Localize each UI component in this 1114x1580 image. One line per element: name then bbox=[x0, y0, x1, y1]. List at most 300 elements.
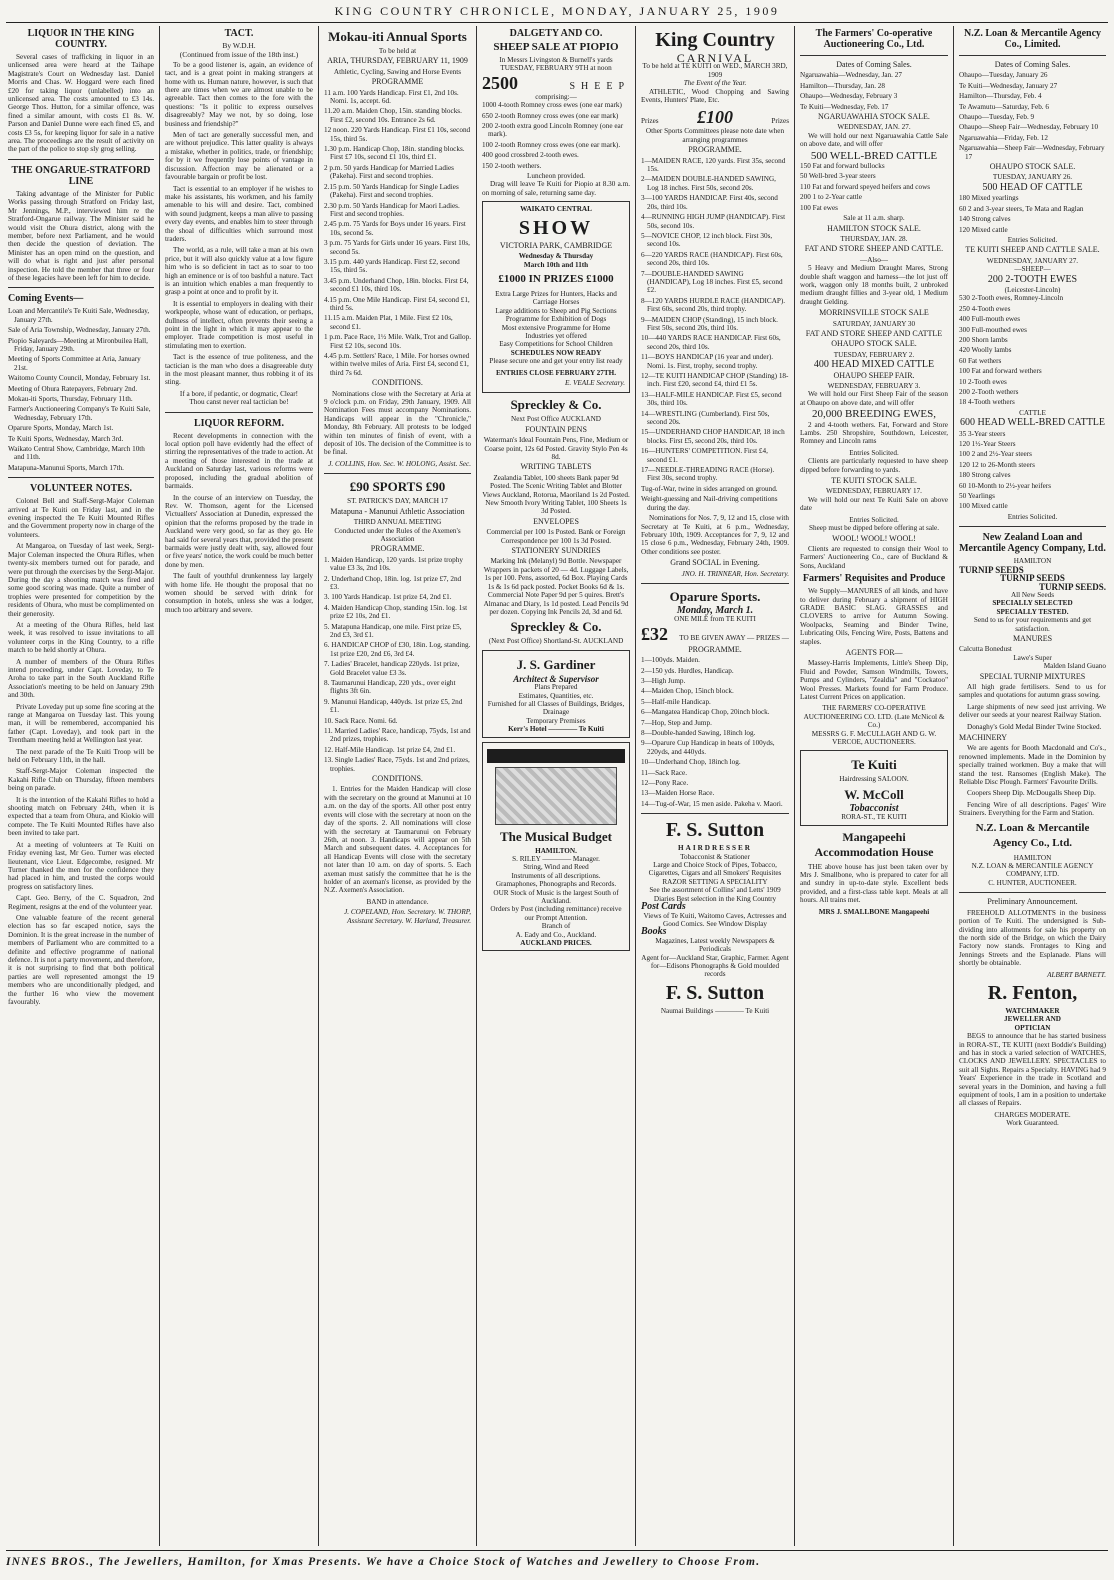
gardiner-ad-box bbox=[482, 650, 630, 738]
ad-text: THE above house has just been taken over by Mrs J. Smallbone, who is prepared to cater for all and sundry in up-to-date style. Excellent beds provided, and a first-class table kept. Meals at all hours. All trains met. bbox=[800, 862, 948, 905]
divider bbox=[165, 412, 313, 413]
list-item: 60 Fat wethers bbox=[959, 356, 1002, 365]
list-item: 8. Taumarunui Handicap, 220 yds., over eight flights 3ft 6in. bbox=[324, 679, 456, 696]
ad-text: Massey-Harris Implements, Little's Sheep Dip, Fluid and Powder, Samson Windmills, Towers, Pumps and Cylinders, "Zealdia" and "Cockatoo" Wool Presses. Markets found for Farm Produce. Latest Current Prices on application. bbox=[800, 659, 948, 701]
saloon-ad-box bbox=[800, 750, 948, 825]
list-item: 10. Sack Race. Nomi. 6d. bbox=[324, 716, 398, 725]
article-paragraph: To be a good listener is, again, an evidence of tact, and is a great point in making strangers at home with us. Human nature, however, is such that there are times when we are almost unable to be agreeable. Tact then comes to the fore with the questions: "Is it politic to express ourselves disagreeably? May we not, by so doing, lose business and friendship?" bbox=[165, 60, 313, 128]
article-paragraph: Private Loveday put up some fine scoring at the range at Mangaroa on Tuesday last. This young man, it will be remembered, accompanied his father (Capt. Loveday), and took part in the Trentham meeting held at Wellington last year. bbox=[8, 702, 154, 745]
article-paragraph: At Mangaroa, on Tuesday of last week, Sergt-Major Coleman inspected the Ohura Rifles, when twenty-six members turned out for parade, and were put through the exercises by the Sergt-Major. During the day a shooting match was fired and some good scoring was made. Quite a number of trophies were presented for competition by the residents of Ohura, who must be complimented on their generosity. bbox=[8, 542, 154, 618]
ad-text: Most extensive Programme for Home Industries yet offered bbox=[501, 323, 611, 340]
ad-text: Programme for Exhibition of Dogs bbox=[505, 315, 607, 324]
list-item: 100 2-tooth Romney cross ewes (one ear mark). bbox=[482, 140, 621, 149]
ad-text: Entries Solicited. bbox=[1007, 235, 1058, 244]
show-dates: March 10th and 11th bbox=[523, 260, 589, 269]
divider bbox=[8, 287, 154, 288]
list-item: 1—100yds. Maiden. bbox=[641, 656, 700, 665]
list-item: Farmer's Auctioneering Company's Te Kuiti Sale, Wednesday, February 17th. bbox=[8, 405, 151, 422]
ad-text: We will hold our First Sheep Fair of the season at Ohaupo on above date, and will offer bbox=[800, 390, 948, 407]
ad-text: Orders by Post (including remittance) receive our Prompt Attention. bbox=[490, 905, 622, 922]
sale-date: WEDNESDAY, JAN. 27. bbox=[837, 123, 911, 132]
programme-list bbox=[641, 157, 789, 512]
list-item: 4.45 p.m. Settlers' Race, 1 Mile. For horses owned within twelve miles of Aria. First £4, second £1, third 7s 6d. bbox=[324, 352, 470, 377]
list-item: 650 2-tooth Romney cross ewes (one ear mark) bbox=[482, 111, 619, 120]
list-item: 15—UNDERHAND CHOP HANDICAP, 18 inch blocks. First £5, second 20s, third 10s. bbox=[641, 428, 785, 445]
list-item: Te Kuiti—Wednesday, January 27 bbox=[959, 81, 1058, 90]
column-news-1 bbox=[3, 26, 159, 1546]
ad-address: Naumai Buildings ———— Te Kuiti bbox=[660, 1006, 770, 1015]
list-item: Malden Island Guano bbox=[1043, 662, 1106, 671]
ad-text: C. HUNTER, AUCTIONEER. bbox=[988, 878, 1077, 887]
list-item: 3.45 p.m. Underhand Chop, 18in. blocks. First £4, second £1 10s, third 10s. bbox=[324, 276, 469, 294]
section-title: MACHINERY bbox=[959, 733, 1008, 742]
headline-liquor: LIQUOR IN THE KING COUNTRY. bbox=[27, 28, 135, 50]
ad-date: ARIA, THURSDAY, FEBRUARY 11, 1909 bbox=[327, 56, 468, 66]
list-item: 5. Matapuna Handicap, one mile. First prize £5, 2nd £3, 3rd £1. bbox=[324, 622, 462, 639]
list-item: Te Kuiti Sports, Wednesday, March 3rd. bbox=[8, 434, 124, 443]
list-item: Loan and Mercantile's Te Kuiti Sale, Wednesday, January 27th. bbox=[8, 307, 150, 324]
ad-text: Drag will leave Te Kuiti for Piopio at 8.30 a.m. on morning of sale, returning same day. bbox=[482, 180, 630, 197]
turnip-line: TURNIP SEEDS. bbox=[1038, 581, 1106, 592]
ad-title-sheep-sale: SHEEP SALE AT PIOPIO bbox=[493, 41, 619, 53]
sale-date: THURSDAY, JAN. 28. bbox=[840, 234, 908, 243]
list-item: 14—WRESTLING (Cumberland). First 50s, second 20s. bbox=[641, 409, 770, 427]
ad-address: RORA-ST., TE KUITI bbox=[841, 813, 907, 822]
list-item: Meeting of Sports Committee at Aria, January 21st. bbox=[8, 355, 141, 372]
prizes-amount: £100 bbox=[697, 107, 733, 128]
list-item: 200 1 to 2-Year cattle bbox=[800, 193, 862, 202]
fenton-name: R. Fenton, bbox=[987, 981, 1078, 1004]
postcards-title: Post Cards bbox=[641, 901, 686, 913]
list-item: 120 Mixed cattle bbox=[959, 225, 1008, 234]
ad-subtitle: ST. PATRICK'S DAY, MARCH 17 bbox=[347, 497, 448, 506]
column-ads-carnival bbox=[636, 26, 794, 1546]
article-paragraph: Staff-Sergt-Major Coleman inspected the Kakahi Rifle Club on Thursday, fifteen members being on parade. bbox=[8, 767, 154, 793]
oparure-date: Monday, March 1. bbox=[676, 604, 754, 616]
programme-list bbox=[324, 556, 471, 773]
show-title: SHOW bbox=[518, 216, 594, 239]
list-item: 13—Maiden Horse Race. bbox=[641, 789, 715, 798]
article-paragraph: In the course of an interview on Tuesday, the Rev. W. Thomson, agent for the Licensed Victuallers' Association at Dunedin, expressed the opinion that the reforms proposed by the trade in Auckland were very good, so far as they go. He had said for several years that, provided the present barmaids were justly dealt with, say, allowed four or five years' notice, the work could be much better done by men. bbox=[165, 493, 313, 569]
ad-text: Coopers Sheep Dip. McDougalls Sheep Dip. bbox=[967, 789, 1096, 798]
list-item: 200 Shorn lambs bbox=[959, 335, 1008, 344]
ad-text: Agent for—Auckland Star, Graphic, Farmer. Agent for—Edisons Phonographs & Gold moulded records bbox=[641, 953, 789, 979]
ad-text: Waterman's Ideal Fountain Pens, Fine, Medium or Coarse point, 12s 6d Posted. Gravity Stylo Pen 4s 8d. bbox=[483, 436, 629, 461]
list-item: 3 p.m. 75 Yards for Girls under 16 years. First 10s, second 5s. bbox=[324, 239, 470, 256]
sale-title: OHAUPO STOCK SALE. bbox=[831, 339, 917, 349]
list-item: 2 p.m. 50 yards Handicap for Married Ladies (Pakeha). First and second trophies. bbox=[324, 163, 454, 181]
ad-text: RAZOR SETTING A SPECIALITY bbox=[662, 877, 768, 886]
ad-text: Entries Solicited. bbox=[849, 448, 899, 457]
list-item: 150 Fat and forward bullocks bbox=[800, 162, 885, 171]
dates-title: Dates of Coming Sales. bbox=[994, 60, 1071, 69]
ad-text: String, Wind and Reed bbox=[523, 863, 589, 872]
divider bbox=[959, 526, 1106, 527]
books-title: Books bbox=[641, 926, 667, 938]
list-item: Te Kuiti—Wednesday, Feb. 17 bbox=[800, 102, 889, 111]
divider bbox=[8, 159, 154, 160]
article-paragraph: One valuable feature of the recent general election has so far escaped notice, says the Dominion. It is the great increase in the number of members of Parliament who are committed to a definite and effective programme of national defence. It is not a party movement, and therefore, it is not surprising to find that both political parties are well represented amongst the 19 members who are unconditionally pledged, and the further 16 who view the movement favourably. bbox=[8, 913, 154, 1006]
sutton-name: F. S. Sutton bbox=[665, 981, 765, 1004]
ad-text: Furnished for all Classes of Buildings, Bridges, Drainage bbox=[487, 699, 625, 717]
oparure-title: Oparure Sports. bbox=[669, 588, 761, 604]
divider bbox=[800, 55, 948, 56]
article-paragraph: At a meeting of volunteers at Te Kuiti on Friday evening last, Mr Geo. Turner was elected lieutenant, vice Lieut. Edgecombe, resigned. Mr Turner thanked the men for the confidence they had placed in him, and trusted the corps would progress on satisfactory lines. bbox=[8, 840, 154, 891]
list-item: 16—HUNTERS' COMPETITION. First £4, second £1. bbox=[641, 447, 768, 464]
ad-place: HAMILTON bbox=[1013, 557, 1052, 566]
bottom-banner-ad: INNES BROS., The Jewellers, Hamilton, for Xmas Presents. We have a Choice Stock of Watches and Jewellery to Choose From. bbox=[6, 1550, 1108, 1568]
list-item: 420 Woolly lambs bbox=[959, 346, 1012, 355]
association-name: Matapuna - Manunui Athletic Association bbox=[330, 506, 465, 516]
sale-date: WEDNESDAY, FEBRUARY 17. bbox=[826, 487, 922, 496]
article-liquor-body: Several cases of trafficking in liquor in an unlicensed area were heard at the Taihape Magistrate's Court on Wednesday last. Daniel Morris and Chas. W. Hoggard were each fined £20 for taking liquor (unlabelled) into an unlicensed area. The costs amounted to £3 14s. George Thos. Hutton, for a similar offence, was fined a similar amount, with costs £1 8s. W. Parson and Daniel Dunne were each fined £5, and costs £3 5s, for keeping liquor for sale in a native area. The proceedings are the result of activity on the part of the police to stop sly grog selling. bbox=[8, 53, 154, 154]
nz-loan-title: New Zealand Loan and Mercantile Agency Company, Ltd. bbox=[959, 532, 1106, 555]
instruments-illustration-icon bbox=[495, 767, 617, 825]
ad-text: Fencing Wire of all descriptions. Pages' Wire Strainers. Everything for the Farm and Station. bbox=[959, 800, 1106, 818]
ad-text: CATTLE bbox=[1019, 408, 1046, 417]
section-title: ENVELOPES bbox=[533, 516, 579, 526]
ad-text: Other Sports Committees please note date when arranging programmes bbox=[645, 127, 785, 144]
section-title: SPECIAL TURNIP MIXTURES bbox=[979, 671, 1086, 681]
list-item: 12. Half-Mile Handicap. 1st prize £4, 2nd £1. bbox=[324, 745, 456, 754]
list-item: 11.15 a.m. Maiden Plat, 1 Mile. First £2 10s, second £1. bbox=[324, 314, 453, 331]
list-item: 12—TE KUITI HANDICAP CHOP (Standing) 18-inch. First £20, second £4, third £1 5s. bbox=[641, 372, 789, 389]
sale-title: TE KUITI SHEEP AND CATTLE SALE. bbox=[965, 245, 1100, 255]
article-paragraph: The next parade of the Te Kuiti Troop will be held on February 11th, in the hall. bbox=[8, 747, 154, 765]
list-item: 14—Tug-of-War, 15 men aside. Pakeha v. Maori. bbox=[641, 799, 783, 808]
nz-loan-title: N.Z. Loan & Mercantile Agency Co., Limited. bbox=[963, 28, 1102, 50]
signature: ALBERT BARNETT. bbox=[1047, 970, 1106, 979]
list-item: 11 a.m. 100 Yards Handicap. First £1, 2nd 10s. Nomi. 1s, accept. 6d. bbox=[324, 88, 459, 106]
spreckley-title: Spreckley & Co. bbox=[510, 619, 602, 635]
continued-note: (Continued from issue of the 18th inst.) bbox=[179, 50, 299, 60]
list-item: 7—DOUBLE-HANDED SAWING (HANDICAP), Log 18 inches. First £5, second £2. bbox=[641, 269, 783, 295]
ad-text: Athletic, Cycling, Sawing and Horse Events bbox=[333, 67, 462, 76]
ad-text: Work Guaranteed. bbox=[1006, 1119, 1059, 1128]
ad-address: (Next Post Office) Shortland-St. AUCKLAND bbox=[488, 637, 624, 646]
list-item: 1.30 p.m. Handicap Chop, 18in. standing blocks. First £7 10s, second £1 10s, third £1. bbox=[324, 145, 465, 162]
sale-headline: FAT AND STORE SHEEP AND CATTLE bbox=[805, 328, 943, 338]
ad-text: BAND in attendance. bbox=[366, 897, 429, 906]
ad-text: CHARGES MODERATE. bbox=[994, 1110, 1071, 1119]
ad-text: Conducted under the Rules of the Axemen's Association bbox=[334, 526, 461, 543]
section-title: WRITING TABLETS bbox=[520, 462, 592, 472]
ad-place: HAMILTON. bbox=[535, 846, 577, 855]
verse-line: Thou canst never real tactician be! bbox=[189, 398, 289, 407]
list-item: 100 Mixed cattle bbox=[959, 502, 1008, 511]
saloon-town: Te Kuiti bbox=[851, 757, 897, 773]
list-item: 530 2-Tooth ewes, Romney-Lincoln bbox=[959, 294, 1064, 303]
ad-firm: DALGETY AND CO. bbox=[509, 28, 603, 39]
ad-text: Sale at 11 a.m. sharp. bbox=[843, 214, 905, 223]
dates-title: Dates of Coming Sales. bbox=[836, 60, 912, 69]
list-item: 11. Married Ladies' Race, handicap, 75yds, 1st and 2nd prizes, trophies. bbox=[324, 727, 471, 744]
farmers-title: The Farmers' Co-operative Auctioneering Co., Ltd. bbox=[815, 28, 933, 50]
list-item: 120 12 to 26-Month steers bbox=[959, 460, 1035, 469]
sale-title: NGARUAWAHIA STOCK SALE. bbox=[818, 112, 930, 122]
list-item: 13. Single Ladies' Race, 75yds. 1st and 2nd prizes, trophies. bbox=[324, 756, 470, 773]
list-item: Ngaruawahia—Wednesday, Jan. 27 bbox=[800, 71, 902, 80]
list-item: 2—150 yds. Hurdles, Handicap. bbox=[641, 666, 734, 675]
section-title: STATIONERY SUNDRIES bbox=[511, 546, 601, 556]
fenton-role: JEWELLER AND bbox=[1004, 1015, 1061, 1024]
divider bbox=[641, 813, 789, 814]
list-item: 4. Maiden Handicap Chop, standing 15in. log. 1st prize £2 10s, 2nd £1. bbox=[324, 603, 468, 621]
list-item: 11—BOYS HANDICAP (16 year and under). Nomi. 1s. First, trophy, second trophy. bbox=[641, 353, 774, 370]
article-paragraph: A number of members of the Ohura Rifles intend proceeding, under Capt. Loveday, to Te Aroha to take part in the South Auckland Rifle Association's meeting to be held on January 29th and 30th. bbox=[8, 657, 154, 700]
list-item: 9—Oparure Cup Handicap in heats of 100yds, 220yds, and 440yds. bbox=[641, 739, 775, 756]
article-ongarue-body: Taking advantage of the Minister for Public Works passing through Stratford on Friday last, Mr Jennings, M.P., interviewed him re the Stratford-Ongarue railway. The Minister said he would visit the Ohura district, along with the member, before next Parliament, and he would then decide the question of deviation. The Minister has an open mind on the question, and will do what is right and just after personal inspection. He told the member that three or four of these legacies have been left for him to decide. bbox=[8, 189, 154, 282]
sale-date: WEDNESDAY, FEBRUARY 3. bbox=[827, 382, 921, 390]
ad-text: AUCKLAND PRICES. bbox=[520, 939, 592, 948]
column-ads-nz-loan bbox=[954, 26, 1111, 1546]
divider bbox=[959, 55, 1106, 56]
musical-budget-ad-box bbox=[482, 742, 630, 952]
sale-headline: 200 2-TOOTH EWES bbox=[987, 273, 1078, 285]
ad-text: Branch of bbox=[541, 922, 571, 931]
list-item: Hamilton—Thursday, Jan. 28 bbox=[800, 81, 885, 90]
article-paragraph: It is the intention of the Kakahi Rifles to hold a shooting match on February 24th, when it is expected that a team from Ohura, and Kiokio will compete. The Te Kuiti Mounted Rifles have also been invited to take part. bbox=[8, 795, 154, 838]
list-item: Matapuna-Manunui Sports, March 17th. bbox=[8, 463, 124, 472]
list-item: 2.15 p.m. 50 Yards Handicap for Single Ladies (Pakeha). First and second trophies. bbox=[324, 182, 459, 200]
article-paragraph: Tact is the essence of true politeness, and the tactician is the man who does a disagreeable duty in the most pleasant manner, thus robbing it of its sting. bbox=[165, 353, 313, 387]
list-item: Oparure Sports, Monday, March 1st. bbox=[8, 424, 114, 433]
ad-text: Estimates, Quantities, etc. bbox=[518, 691, 594, 700]
list-item: 10—Underhand Chop, 18inch log. bbox=[641, 758, 741, 767]
list-item: 250 4-Tooth ewes bbox=[959, 304, 1011, 313]
list-item: 2. Underhand Chop, 18in. log. 1st prize £7, 2nd £3. bbox=[324, 574, 462, 591]
turnip-line: TURNIP SEEDS bbox=[1000, 573, 1065, 584]
byline: By W.D.H. bbox=[222, 41, 256, 50]
column-ads-farmers bbox=[795, 26, 953, 1546]
ad-place: HAMILTON bbox=[1013, 853, 1052, 862]
list-item: 2.45 p.m. 75 Yards for Boys under 16 years. First 10s, second 5s. bbox=[324, 220, 466, 237]
ad-text: 5 Heavy and Medium Draught Mares, Strong double shaft waggon and harness—the lot just off work, waggon only 18 months built, 2 unbroked medium draught fillies and 3-year old, 1 Medium draught Gelding. bbox=[800, 264, 948, 306]
fenton-role: OPTICIAN bbox=[1014, 1023, 1051, 1032]
list-item: Lawe's Super bbox=[1013, 653, 1052, 662]
list-item: 8—Double-handed Sawing, 18inch log. bbox=[641, 729, 756, 737]
ad-text: Please secure one and get your entry list ready bbox=[489, 357, 623, 366]
headline-coming-events: Coming Events— bbox=[8, 293, 84, 305]
list-item: 8—120 YARDS HURDLE RACE (HANDICAP). First 60s, second 20s, third trophy. bbox=[641, 296, 786, 314]
list-item: 11.20 a.m. Maiden Chop, 15in. standing blocks. First £2, second 10s. Entrance 2s 6d. bbox=[324, 107, 462, 124]
ad-text: comprising:— bbox=[535, 92, 577, 101]
list-item: Calcutta Bonedust bbox=[959, 645, 1012, 654]
ad-text: The Event of the Year. bbox=[683, 79, 747, 88]
list-item: 300 Full-mouthed ewes bbox=[959, 325, 1027, 334]
article-paragraph: Colonel Bell and Staff-Sergt-Major Coleman arrived at Te Kuiti on Friday last, and in the evening inspected the Te Kuiti Mounted Rifles and the Government property now in charge of the volunteers. bbox=[8, 497, 154, 539]
programme-list bbox=[324, 89, 471, 378]
ad-text: We Supply—MANURES of all kinds, and have to deliver during February a shipment of HIGH GRADE BASIC SLAG. GRASSES and CLOVERS to arrive for Autumn Sowing. Woolpacks, Seaming and Binder Twine, Lubricating Oils, Fencing Wire, Posts, Battens and staples. bbox=[800, 587, 948, 646]
list-item: 5—Half-mile Handicap. bbox=[641, 697, 711, 706]
list-item: 50 Well-bred 3-year steers bbox=[800, 172, 876, 181]
gardiner-name: J. S. Gardiner bbox=[516, 656, 596, 672]
column-sports-ads bbox=[319, 26, 476, 1546]
programme-list bbox=[641, 656, 789, 808]
nz-loan-title: N.Z. Loan & Mercantile Agency Co., Ltd. bbox=[975, 821, 1090, 849]
show-pretitle: WAIKATO CENTRAL bbox=[520, 205, 592, 214]
list-item: Ohaupo—Sheep Fair—Wednesday, February 10 bbox=[959, 123, 1099, 132]
ad-text: Large and Choice Stock of Pipes, Tobacco, Cigarettes, Cigars and all Smokers' Requisites bbox=[648, 861, 782, 878]
list-item: 200 2-tooth extra good Lincoln Romney (one ear mark). bbox=[482, 122, 624, 139]
signature: J. COLLINS, Hon. Sec. W. HOLONG, Assist. Sec. bbox=[328, 459, 471, 468]
sale-headline: 500 HEAD OF CATTLE bbox=[982, 181, 1083, 193]
list-item: 35 3-Year steers bbox=[959, 429, 1006, 438]
list-item: Mokau-iti Sports, Thursday, February 11th. bbox=[8, 395, 133, 403]
list-item: 60 10-Month to 2½-year heifers bbox=[959, 481, 1052, 490]
divider bbox=[641, 583, 789, 584]
ad-text: All New Seeds bbox=[1010, 590, 1055, 599]
list-item: 18 4-Tooth wethers bbox=[959, 398, 1015, 407]
ad-text: Entries Solicited. bbox=[1007, 512, 1058, 521]
article-paragraph: Tact is essential to an employer if he wishes to make his assistants, his workmen, and his family amenable to his will and desire. Tact, combined with sound judgment, keeps a man alive to passing every day events, and enables him to steer through the shoal of difficulties which surround most traders. bbox=[165, 184, 313, 243]
ad-address: Next Post Office AUCKLAND bbox=[511, 415, 601, 424]
list-item: 10 2-Tooth ewes bbox=[959, 377, 1007, 386]
list-item: Ohaupo—Tuesday, Feb. 9 bbox=[959, 113, 1035, 122]
prizes-line bbox=[641, 107, 789, 127]
article-paragraph: The world, as a rule, will take a man at his own price, but it will also quickly value at a low figure him who is so deficient in tact as to soar to too high an eminence or is of too bashful a nature. Tact is an intuition which enables a man frequently to grasp a point at once and to profit by it. bbox=[165, 246, 313, 297]
list-item: 6—220 YARDS RACE (HANDICAP). First 60s, second 20s, third 10s. bbox=[641, 250, 783, 268]
headline-tact: TACT. bbox=[224, 28, 254, 39]
list-item: 2.30 p.m. 50 Yards Handicap for Maori Ladies. First and second trophies. bbox=[324, 201, 460, 218]
show-days: Wednesday & Thursday bbox=[518, 252, 594, 261]
list-item: 5—NOVICE CHOP, 12 inch block. First 30s, second 10s. bbox=[641, 231, 773, 249]
sale-title: HAMILTON STOCK SALE. bbox=[827, 223, 921, 233]
ad-text: ONE MILE from TE KUITI bbox=[674, 615, 756, 624]
programme-title: PROGRAMME. bbox=[688, 644, 742, 654]
coming-events-list bbox=[8, 307, 154, 472]
list-item: 110 Fat and forward speyed heifers and cows bbox=[800, 182, 931, 191]
prize-text: TO BE GIVEN AWAY — PRIZES — bbox=[679, 633, 789, 642]
signature: E. VEALE Secretary. bbox=[564, 378, 625, 387]
saloon-subtitle: Hairdressing SALOON. bbox=[839, 775, 909, 784]
sheep-count-line bbox=[482, 73, 630, 93]
list-item: 400 good crossbred 2-tooth ewes. bbox=[482, 151, 579, 160]
ad-text: (Leicester-Lincoln) bbox=[1004, 285, 1061, 294]
sale-headline: 500 WELL-BRED CATTLE bbox=[810, 149, 938, 162]
list-item: 9—MAIDEN CHOP (Standing), 15 inch block. First 50s, second 20s, third 10s. bbox=[641, 315, 778, 332]
list-item: 400 Full-mouth ewes bbox=[959, 315, 1021, 324]
sale-title: OHAUPO STOCK SALE. bbox=[989, 162, 1076, 172]
list-item: 7—Hop, Step and Jump. bbox=[641, 718, 712, 727]
article-paragraph: Capt. Geo. Berry, of the C. Squadron, 2nd Regiment, resigns at the end of the volunteer year. bbox=[8, 894, 154, 911]
headline-ongarue: THE ONGARUE-STRATFORD LINE bbox=[11, 164, 151, 187]
signature: JNO. H. TRINNEAR, Hon. Secretary. bbox=[681, 569, 789, 578]
section-title: MANURES bbox=[1012, 633, 1053, 643]
ad-text: We will hold our next Te Kuiti Sale on above date bbox=[800, 495, 948, 513]
spreckley-title: Spreckley & Co. bbox=[510, 397, 602, 413]
article-paragraph: Recent developments in connection with the local option poll have evidently had the effect of stirring the representatives of the trade to action. At a meeting of those interested in the trade at Auckland on Saturday last, various reforms were proposed, including the gradual abolition of barmaids. bbox=[165, 431, 313, 491]
list-item: Piopio Saleyards—Meeting at Mironbuilea Hall, Friday, January 29th. bbox=[8, 336, 148, 353]
list-item: 2—MAIDEN DOUBLE-HANDED SAWING, Log 18 inches. First 50s, second 20s. bbox=[641, 175, 776, 192]
list-item: 120 1½-Year Steers bbox=[959, 440, 1016, 449]
list-item: 50 Yearlings bbox=[959, 492, 995, 501]
ad-text: Magazines, Latest weekly Newspapers & Periodicals bbox=[655, 936, 775, 954]
list-item: 3.15 p.m. 440 yards Handicap. First £2, second 15s, third 5s. bbox=[324, 257, 460, 275]
ad-text: We will hold our next Ngaruawahia Cattle Sale on above date, and will offer bbox=[800, 131, 948, 149]
sale-date: WEDNESDAY, JANUARY 27. bbox=[986, 256, 1079, 265]
fenton-role: WATCHMAKER bbox=[1005, 1006, 1060, 1015]
ad-text: Easy Competitions for School Children bbox=[499, 340, 613, 349]
sale-title: TE KUITI STOCK SALE. bbox=[831, 476, 917, 486]
sutton-name: F. S. Sutton bbox=[665, 819, 765, 842]
ad-text: FREEHOLD ALLOTMENTS in the business portion of Te Kuiti. The undersigned is Sub-dividing into allotments for sale his property on the north side of the Bridge, on which the Dairy Factory now stands. Frontages to King and Jennings Streets and the Esplanade. Plans will shortly be obtainable. bbox=[959, 908, 1106, 968]
list-item: 17—NEEDLE-THREADING RACE (Horse). First 30s, second trophy. bbox=[641, 466, 775, 483]
budget-title: The Musical Budget bbox=[500, 828, 612, 844]
ad-text: BEGS to announce that he has started business in RORA-ST., TE KUITI (next Boddie's Building) and has in stock a varied selection of WATCHES, CLOCKS AND JEWELLERY. SPECTACLES to suit all Sights. Repairs a Specialty. HAVING had 9 Years' Experience in the trade in Scotland and several years in the Dominion, and having a full equipment of tools, I am in a position to undertake all classes of Repairs. bbox=[959, 1032, 1106, 1108]
list-item: 11—Sack Race. bbox=[641, 768, 688, 777]
prizes-label: Prizes bbox=[771, 117, 789, 126]
ad-text: Gramaphones, Phonographs and Records. bbox=[495, 880, 617, 889]
ad-text: We are agents for Booth Macdonald and Co's., renowned implements. Made in the Dominion by specially trained workmen. Buy a make that will stand the test. Ransomes (English Make). The Reliable Disc Plough. Farmers' Favourite Drills. bbox=[959, 744, 1106, 787]
ad-text: To be held at bbox=[378, 47, 417, 55]
ad-address: Kerr's Hotel ———— Te Kuiti bbox=[508, 725, 604, 734]
ad-text: In Messrs Livingston & Burnell's yards bbox=[499, 56, 613, 64]
list-item: 7. Ladies' Bracelet, handicap 220yds. 1st prize, Gold Bracelet value £3 3s. bbox=[324, 660, 460, 677]
list-item: 6. HANDICAP CHOP of £30, 18in. Log, standing. 1st prize £20, 2nd £6, 3rd £4. bbox=[324, 641, 471, 658]
list-item: 4—Maiden Chop, 15inch block. bbox=[641, 687, 734, 696]
list-item: 13—HALF-MILE HANDICAP. First £5, second 30s, third 10s. bbox=[641, 390, 782, 408]
headline-volunteer: VOLUNTEER NOTES. bbox=[29, 483, 133, 495]
wool-headline: WOOL! WOOL! WOOL! bbox=[832, 533, 916, 543]
ad-text: Views of Te Kuiti, Waitomo Caves, Actresses and Good Comics. See Window Display bbox=[643, 911, 787, 928]
ad-text: Large shipments of new seed just arriving. We deliver our seeds at your nearest Railway Station. bbox=[959, 702, 1106, 720]
list-item: 4.15 p.m. One Mile Handicap. First £4, second £1, third 5s. bbox=[324, 295, 470, 312]
list-item: Waitomo County Council, Monday, February 1st. bbox=[8, 374, 151, 383]
sale-date: SATURDAY, JANUARY 30 bbox=[832, 319, 916, 328]
ad-text: Send to us for your requirements and get satisfaction. bbox=[973, 616, 1092, 633]
sheep-count: 2500 bbox=[482, 72, 518, 93]
musical-budget-banner bbox=[487, 749, 625, 763]
ad-text: Zealandia Tablet, 100 sheets Bank paper 9d Posted. The Scenic Writing Tablet and Blotter Views Auckland, Rotorua, Maoriland 1s 2d Posted. New Smooth Ivory Writing Tablet, 100 Sheets 1s 3d Posted. bbox=[482, 473, 630, 516]
ad-title-mokau-iti: Mokau-iti Annual Sports bbox=[328, 29, 467, 44]
mccoll-name: W. McColl bbox=[844, 786, 904, 802]
ad-text: SCHEDULES NOW READY bbox=[510, 348, 602, 357]
ad-date: TUESDAY, FEBRUARY 9TH at noon bbox=[500, 64, 612, 73]
ad-text: Clients are requested to consign their Wool to Farmers' Auctioneering Co., care of Buckland & Sons, Auckland bbox=[800, 544, 948, 570]
conditions-text: Nominations close with the Secretary at Aria at 9 o'clock p.m. on Friday, 29th January, 1909. All Nomination Fees must accompany Nominations. Handicaps will appear in the "Chronicle," Monday, 8th February. All protests to be lodged within ten minutes of finish of event, with a deposit of 10s. The decision of the Committee is to be final. bbox=[324, 389, 471, 457]
conditions-title: CONDITIONS. bbox=[372, 378, 423, 388]
prize-amount: £32 bbox=[641, 623, 668, 644]
list-item: 1. Maiden Handicap, 120 yards. 1st prize trophy value £3 3s, 2nd 10s. bbox=[324, 555, 463, 573]
list-item: Tug-of-War, twine in sides arranged on ground. bbox=[641, 484, 778, 493]
show-ad-box bbox=[482, 201, 630, 393]
masthead: KING COUNTRY CHRONICLE, MONDAY, JANUARY 25, 1909 bbox=[334, 4, 780, 18]
divider bbox=[959, 892, 1106, 893]
ad-text: Instruments of all descriptions. bbox=[511, 871, 601, 880]
ad-text: Extra Large Prizes for Hunters, Hacks and Carriage Horses bbox=[495, 289, 617, 307]
ad-text: Commercial per 100 1s Posted. Bank or Foreign Correspondence per 100 1s 3d Posted. bbox=[486, 528, 626, 545]
list-item: Hamilton—Thursday, Feb. 4 bbox=[959, 92, 1042, 101]
list-item: 10—440 YARDS RACE HANDICAP. First 60s, second 20s, third 10s. bbox=[641, 334, 781, 351]
list-item: 1 p.m. Pace Race, 1½ Mile. Walk, Trot and Gallop. First £2 10s, second 10s. bbox=[324, 333, 472, 350]
ad-text: All high grade fertilisers. Send to us for samples and quotations for autumn grass sowing. bbox=[959, 682, 1106, 700]
verse-line: If a bore, if pedantic, or dogmatic, Clear! bbox=[179, 389, 299, 398]
ad-text: Marking Ink (Melanyl) 9d Bottle. Newspaper Wrappers in packets of 20 — 4d. Luggage Labels, 1s per 100. Pens, assorted, 6d Box. Playing Cards 1s & 1s 6d pack posted. Pocket Books 6d & 1s. Commercial Note Paper 9d per 5 quires. Brett's Almanac and Diary, 1s 1d posted. Lead Pencils 9d per dozen. Copying Ink Pencils 2d, 3d and 6d. bbox=[483, 557, 629, 616]
ad-text: N.Z. LOAN & MERCANTILE AGENCY COMPANY, LTD. bbox=[971, 862, 1094, 879]
list-item: Weight-guessing and Nail-driving competitions during the day. bbox=[641, 495, 778, 512]
ad-text: See the assortment of Collins' and Letts' 1909 Diaries Best selection in the King Country bbox=[649, 886, 781, 903]
sale-date: TUESDAY, JANUARY 26. bbox=[992, 173, 1073, 182]
sale-headline: FAT AND STORE SHEEP AND CATTLE. bbox=[804, 244, 944, 254]
article-paragraph: The fault of youthful drunkenness lay largely with home life. He thought the proposal that no women should be served with drink for consumption in hotels, unless she was a lodger, much too arbitrary and severe. bbox=[165, 572, 313, 614]
ad-title-sports: £90 SPORTS £90 bbox=[349, 479, 446, 495]
article-paragraph: Men of tact are generally successful men, and are without prejudice. This latter quality is always a mistake, whether in politics, trade, or friendship; for by it we frequently lose points of vantage in discussion. Affection may be alienated or a favourable bargain or profit be lost. bbox=[165, 131, 313, 182]
list-item: 100 Fat and forward wethers bbox=[959, 367, 1042, 376]
sutton-trade: HAIRDRESSER bbox=[678, 844, 752, 853]
list-item: 60 2 and 3-year steers, Te Mata and Raglan bbox=[959, 204, 1084, 213]
gardiner-role: Architect & Supervisor bbox=[513, 673, 599, 684]
